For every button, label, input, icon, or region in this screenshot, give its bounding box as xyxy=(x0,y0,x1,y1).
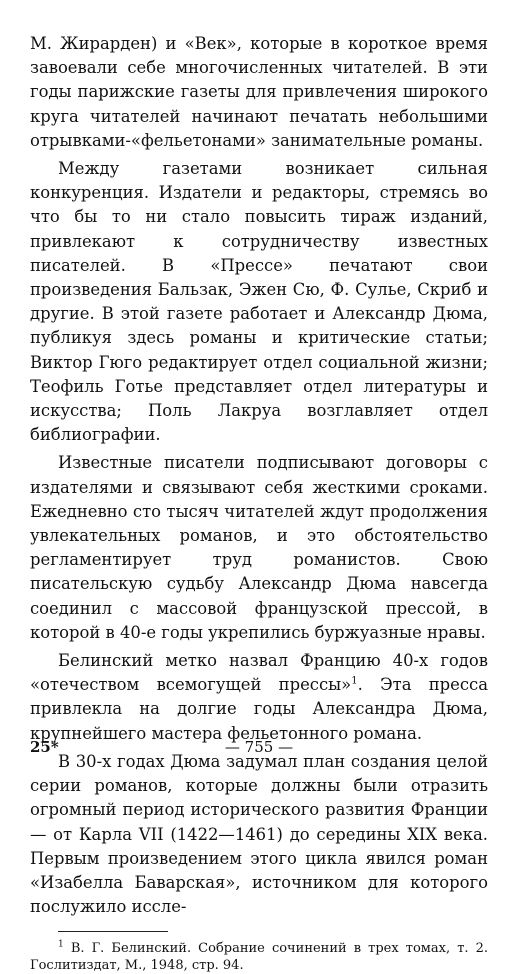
footnote xyxy=(30,940,488,974)
paragraph-4 xyxy=(30,649,488,746)
footnote-divider xyxy=(58,931,168,932)
footnote-reference[interactable]: 1 xyxy=(351,675,358,687)
page-number: — 755 — xyxy=(224,738,294,756)
paragraph-5: В 30-х годах Дюма задумал план создания целой серии романов, которые должны были отразить огромный период исторического развития Франции — от Карла VII (1422—1461) до середины XIX века. Первым произведением этого цикла явился роман «Изабелла Баварская», источником для которого послужило иссле- xyxy=(30,751,488,917)
printer-signature: 25* xyxy=(30,738,59,756)
paragraph-2: Между газетами возникает сильная конкуренция. Издатели и редакторы, стремясь во что бы то ни стало повысить тираж изданий, привлекают к сотрудничеству известных писателей. В «Прессе» печатают свои произведения Бальзак, Эжен Сю, Ф. Сулье, Скриб и другие. В этой газете работает и Александр Дюма, публикуя здесь романы и критические статьи; Виктор Гюго редактирует отдел социальной жизни; Теофиль Готье представляет отдел литературы и искусства; Поль Лакруа возглавляет отдел библиографии. xyxy=(30,159,488,445)
footnote-mark: 1 xyxy=(58,939,64,950)
footnote-text: В. Г. Белинский. Собрание сочинений в трех томах, т. 2. Гослитиздат, М., 1948, стр. 94. xyxy=(30,941,488,974)
paragraph-4-text-before-note: Белинский метко назвал Францию 40-х годов «отечеством всемогущей прессы» xyxy=(30,651,488,695)
paragraph-4-text-after-note: . Эта пресса привлекла на долгие годы Александра Дюма, крупнейшего мастера фельетонного романа. xyxy=(30,675,488,743)
paragraph-3: Известные писатели подписывают договоры с издателями и связывают себя жесткими сроками. Ежедневно сто тысяч читателей ждут продолжения увлекательных романов, и это обстоятельство регламентирует труд романистов. Свою писательскую судьбу Александр Дюма навсегда соединил с массовой французской прессой, в которой в 40-е годы укрепились буржуазные нравы. xyxy=(30,453,488,642)
page-footer xyxy=(30,738,488,760)
paragraph-1: М. Жирарден) и «Век», которые в короткое время завоевали себе многочисленных читателей. В эти годы парижские газеты для привлечения широкого круга читателей начинают печатать небольшими отрывками-«фельетонами» занимательные романы. xyxy=(30,34,488,150)
page-body xyxy=(30,32,488,974)
